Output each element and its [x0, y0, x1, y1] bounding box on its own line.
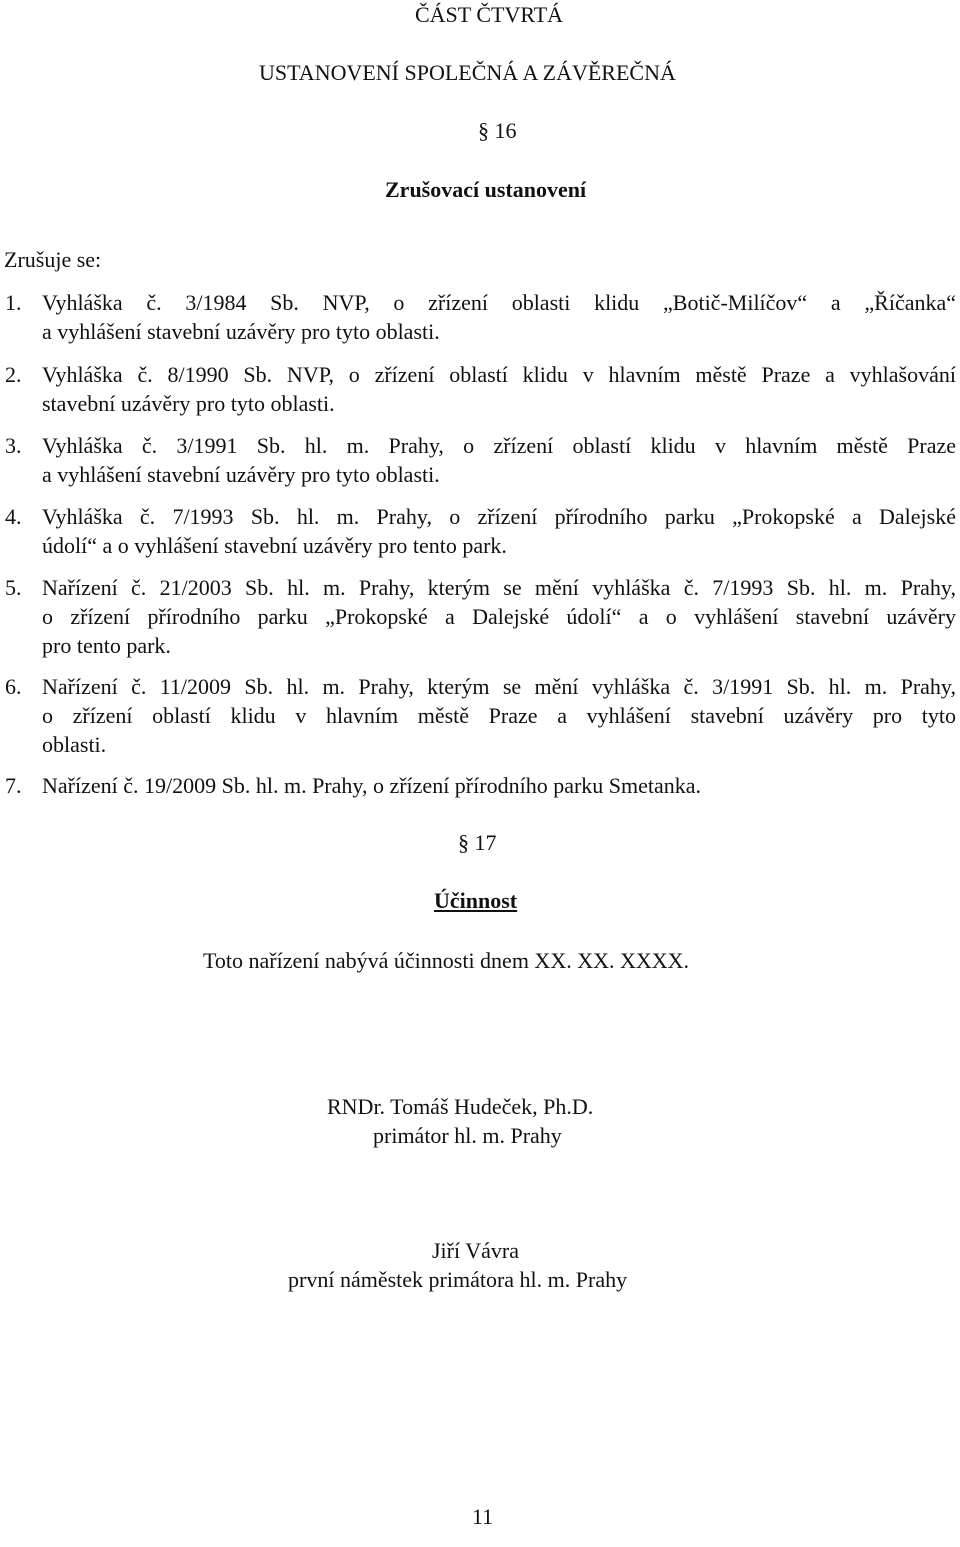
- section-17-heading: Účinnost: [434, 888, 518, 913]
- section-number: 17: [474, 830, 497, 855]
- section-symbol: §: [478, 118, 489, 143]
- section-symbol: §: [458, 830, 469, 855]
- list-item-line: o zřízení oblastí klidu v hlavním městě Praze a vyhlášení stavební uzávěry pro tyto: [42, 703, 956, 728]
- signature-title: první náměstek primátora hl. m. Prahy: [288, 1267, 628, 1292]
- part-subtitle: USTANOVENÍ SPOLEČNÁ A ZÁVĚREČNÁ: [259, 60, 676, 85]
- page-number: 11: [472, 1504, 494, 1529]
- section-17-marker: [458, 830, 497, 856]
- list-item-line: stavební uzávěry pro tyto oblasti.: [42, 391, 335, 416]
- list-item-line: pro tento park.: [42, 633, 171, 658]
- list-item-number: 1.: [5, 290, 22, 315]
- signature-name: Jiří Vávra: [432, 1238, 519, 1263]
- list-item-line: Nařízení č. 21/2003 Sb. hl. m. Prahy, kterým se mění vyhláška č. 7/1993 Sb. hl. m. Prahy,: [42, 575, 956, 600]
- list-item-line: a vyhlášení stavební uzávěry pro tyto oblasti.: [42, 319, 440, 344]
- section-16-heading: Zrušovací ustanovení: [385, 177, 587, 202]
- list-item-number: 3.: [5, 433, 22, 458]
- list-item-number: 2.: [5, 362, 22, 387]
- list-item-line: údolí“ a o vyhlášení stavební uzávěry pro tento park.: [42, 533, 507, 558]
- signature-title: primátor hl. m. Prahy: [373, 1123, 562, 1148]
- part-title: ČÁST ČTVRTÁ: [415, 2, 564, 27]
- list-item-line: Vyhláška č. 8/1990 Sb. NVP, o zřízení oblastí klidu v hlavním městě Praze a vyhlašování: [42, 362, 956, 387]
- intro-text: Zrušuje se:: [4, 247, 102, 272]
- list-item-line: Vyhláška č. 3/1984 Sb. NVP, o zřízení oblasti klidu „Botič-Milíčov“ a „Říčanka“: [42, 290, 956, 315]
- list-item-line: Nařízení č. 19/2009 Sb. hl. m. Prahy, o zřízení přírodního parku Smetanka.: [42, 773, 702, 798]
- list-item-number: 7.: [5, 773, 22, 798]
- list-item-line: Nařízení č. 11/2009 Sb. hl. m. Prahy, kterým se mění vyhláška č. 3/1991 Sb. hl. m. Prahy,: [42, 674, 956, 699]
- section-16-marker: [478, 118, 517, 144]
- list-item-number: 4.: [5, 504, 22, 529]
- list-item-line: oblasti.: [42, 732, 107, 757]
- signature-name: RNDr. Tomáš Hudeček, Ph.D.: [327, 1094, 594, 1119]
- effectiveness-text: Toto nařízení nabývá účinnosti dnem XX. XX. XXXX.: [203, 948, 690, 973]
- section-number: 16: [494, 118, 517, 143]
- list-item-line: Vyhláška č. 7/1993 Sb. hl. m. Prahy, o zřízení přírodního parku „Prokopské a Dalejské: [42, 504, 956, 529]
- list-item-number: 6.: [5, 674, 22, 699]
- list-item-number: 5.: [5, 575, 22, 600]
- list-item-line: Vyhláška č. 3/1991 Sb. hl. m. Prahy, o zřízení oblastí klidu v hlavním městě Praze: [42, 433, 956, 458]
- list-item-line: o zřízení přírodního parku „Prokopské a Dalejské údolí“ a o vyhlášení stavební uzávěry: [42, 604, 956, 629]
- list-item-line: a vyhlášení stavební uzávěry pro tyto oblasti.: [42, 462, 440, 487]
